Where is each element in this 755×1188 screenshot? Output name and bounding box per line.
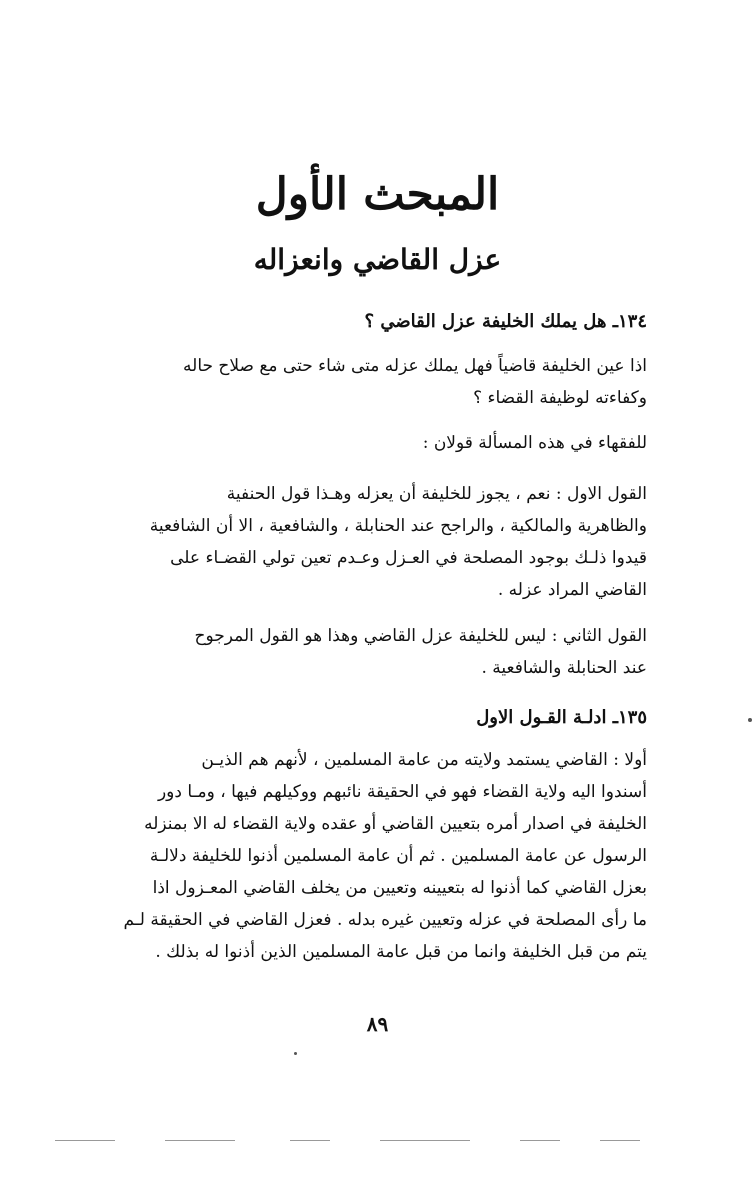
page-number: ٨٩ [366,1012,389,1036]
scan-artifact-line [600,1140,640,1141]
heading-134: ١٣٤ـ هل يملك الخليفة عزل القاضي ؟ [364,311,647,332]
text-line: اذا عين الخليفة قاضياً فهل يملك عزله متى شاء حتى مع صلاح حاله [183,356,647,376]
text-line: ما رأى المصلحة في عزله وتعيين غيره بدله . فعزل القاضي في الحقيقة لـم [123,910,647,930]
scan-artifact-line [165,1140,235,1141]
paragraph-135-evidence [107,744,647,968]
paragraph-134-question [107,350,647,414]
text-line: يتم من قبل الخليفة وانما من قبل عامة المسلمين الذين أذنوا له بذلك . [155,942,647,962]
scan-artifact-line [520,1140,560,1141]
text-line: القول الثاني : ليس للخليفة عزل القاضي وهذا هو القول المرجوح [194,626,647,646]
section-subtitle: عزل القاضي وانعزاله [253,243,502,276]
scan-artifact-line [290,1140,330,1141]
text-line: للفقهاء في هذه المسألة قولان : [422,433,647,453]
paragraph-134-jurists [107,427,647,459]
paragraph-134-first-opinion [107,478,647,606]
scan-speck [748,718,752,722]
text-line: قيدوا ذلـك بوجود المصلحة في العـزل وعـدم تعين تولي القضـاء على [170,548,647,568]
heading-135: ١٣٥ـ ادلـة القـول الاول [476,707,647,728]
text-line: أولا : القاضي يستمد ولايته من عامة المسلمين ، لأنهم هم الذيـن [201,750,647,770]
text-line: القول الاول : نعم ، يجوز للخليفة أن يعزله وهـذا قول الحنفية [226,484,647,504]
scan-artifact-line [55,1140,115,1141]
paragraph-134-second-opinion [107,620,647,684]
chapter-title: المبحث الأول [255,169,500,220]
text-line: والظاهرية والمالكية ، والراجح عند الحنابلة ، والشافعية ، الا أن الشافعية [149,516,647,536]
scan-artifact-line [380,1140,470,1141]
text-line: الخليفة في اصدار أمره بتعيين القاضي أو عقده ولاية القضاء له الا بمنزله [144,814,647,834]
text-line: بعزل القاضي كما أذنوا له بتعيينه وتعيين من يخلف القاضي المعـزول اذا [152,878,647,898]
text-line: الرسول عن عامة المسلمين . ثم أن عامة المسلمين أذنوا للخليفة دلالـة [149,846,647,866]
text-line: عند الحنابلة والشافعية . [481,658,647,678]
scan-speck [294,1052,297,1055]
text-line: أسندوا اليه ولاية القضاء فهو في الحقيقة نائبهم ووكيلهم فيها ، ومـا دور [157,782,647,802]
text-line: القاضي المراد عزله . [497,580,647,600]
text-line: وكفاءته لوظيفة القضاء ؟ [473,388,647,408]
